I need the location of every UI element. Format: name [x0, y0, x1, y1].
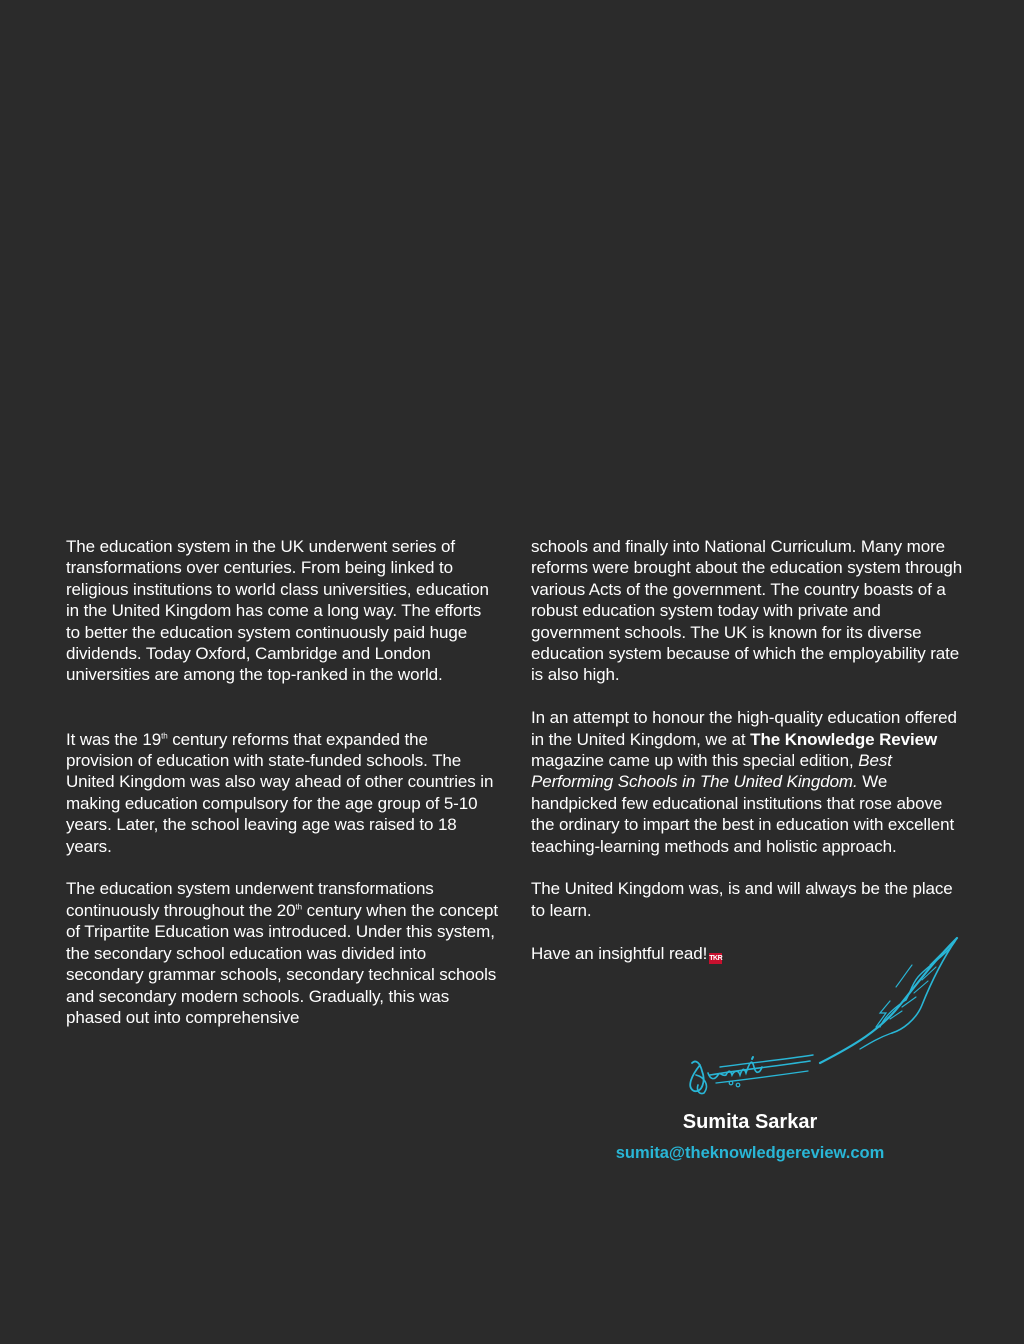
end-mark-icon: TKR	[709, 954, 723, 962]
paragraph: In an attempt to honour the high-quality education offered in the United Kingdom, we at The Knowledge Review magazine came up with this special edition, Best Performing Schools in The United Kingdom. We handpicked few educational institutions that rose above the ordinary to impart the best in education with excellent teaching-learning methods and holistic approach.	[531, 708, 957, 856]
author-name: Sumita Sarkar	[682, 1111, 818, 1133]
paragraph: schools and finally into National Curriculum. Many more reforms were brought about the education system through various Acts of the government. The country boasts of a robust education system today with private and government schools. The UK is known for its diverse education system because of which the employability rate is also high.	[531, 537, 963, 685]
left-column	[66, 536, 498, 1028]
paragraph: The education system underwent transformations continuously throughout the 20th century when the concept of Tripartite Education was introduced. Under this system, the secondary school education was divided into secondary grammar schools, secondary technical schools and secondary modern schools. Gradually, this was phased out into comprehensive	[66, 879, 498, 1027]
paragraph: Have an insightful read! TKR	[531, 943, 723, 963]
right-column	[531, 536, 963, 964]
paragraph: The United Kingdom was, is and will always be the place to learn.	[531, 879, 953, 920]
author-email-link[interactable]: sumita@theknowledgereview.com	[615, 1144, 885, 1162]
paragraph: It was the 19th century reforms that expanded the provision of education with state-funded schools. The United Kingdom was also way ahead of other countries in making education compulsory for the age group of 5-10 years. Later, the school leaving age was raised to 18 years.	[66, 729, 494, 856]
feather-signature-icon	[680, 935, 965, 1095]
paragraph: The education system in the UK underwent series of transformations over centuries. From being linked to religious institutions to world class universities, education in the United Kingdom has come a long way. The efforts to better the education system continuously paid huge dividends. Today Oxford, Cambridge and London universities are among the top-ranked in the world.	[66, 537, 489, 685]
